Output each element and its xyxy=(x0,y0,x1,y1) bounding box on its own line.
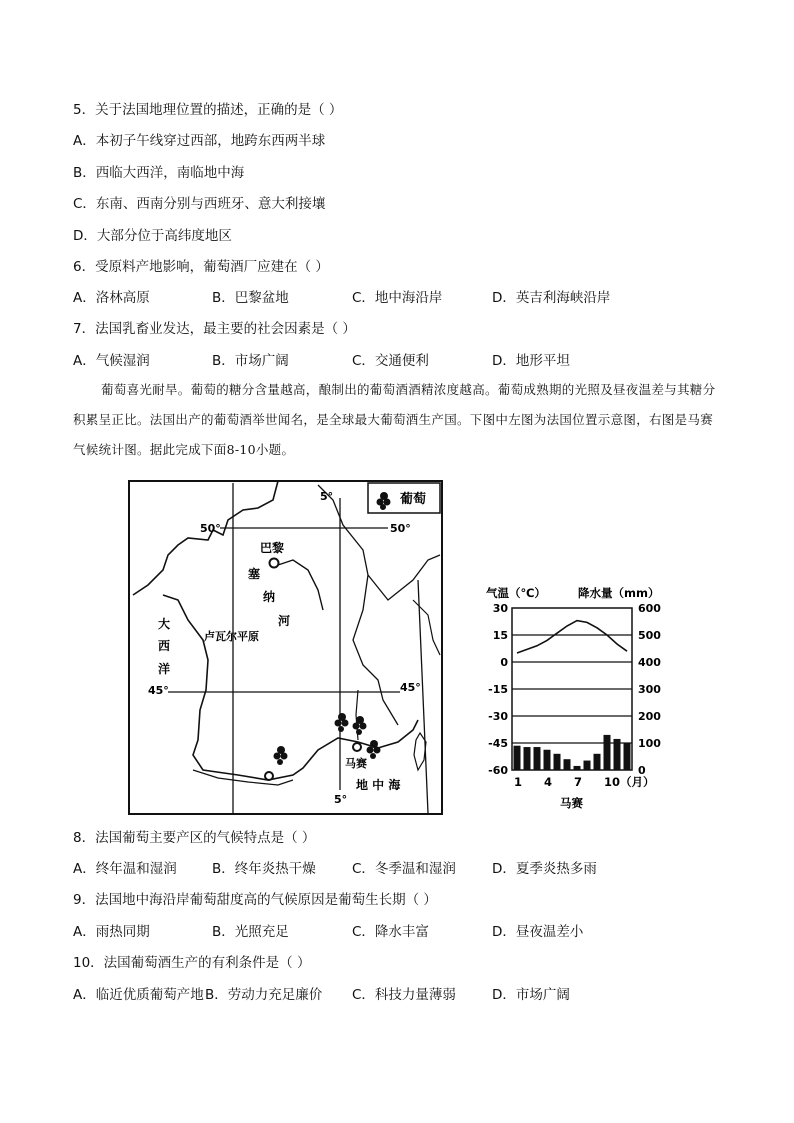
question-9-option-b: B．光照充足 xyxy=(212,924,289,940)
question-6-option-b: B．巴黎盆地 xyxy=(212,290,289,306)
station-label: 马赛 xyxy=(560,796,583,810)
question-9-option-a: A．雨热同期 xyxy=(73,924,150,940)
precip-tick-label: 600 xyxy=(638,602,661,615)
question-8-option-d: D．夏季炎热多雨 xyxy=(492,861,597,877)
lon-5-top: 5° xyxy=(320,490,334,503)
question-5-option-b: B．西临大西洋，南临地中海 xyxy=(73,165,245,181)
marseille-label: 马赛 xyxy=(345,757,367,770)
legend-label: 葡萄 xyxy=(400,492,427,507)
question-5-option-c: C．东南、西南分别与西班牙、意大利接壤 xyxy=(73,196,326,212)
question-6-stem: 6．受原料产地影响，葡萄酒厂应建在（ ） xyxy=(73,259,329,275)
precip-bar xyxy=(514,746,521,770)
precip-bar xyxy=(624,743,631,770)
mediterranean-label: 地 中 海 xyxy=(356,778,401,792)
atlantic-label-2: 西 xyxy=(158,639,171,653)
question-7-option-c: C．交通便利 xyxy=(352,353,429,369)
marseille-climate-chart xyxy=(478,583,668,813)
question-7-option-a: A．气候湿润 xyxy=(73,353,150,369)
question-9-option-c: C．降水丰富 xyxy=(352,924,429,940)
question-9-stem: 9．法国地中海沿岸葡萄甜度高的气候原因是葡萄生长期（ ） xyxy=(73,892,437,908)
question-6-option-a: A．洛林高原 xyxy=(73,290,150,306)
precip-bar xyxy=(554,754,561,770)
loire-plain-label: 卢瓦尔平原 xyxy=(204,630,259,643)
reading-passage: 葡萄喜光耐旱。葡萄的糖分含量越高，酿制出的葡萄酒酒精浓度越高。葡萄成熟期的光照及昼夜温差与其糖分积累呈正比。法国出产的葡萄酒举世闻名，是全球最大葡萄酒生产国。下图中左图为法国位置示意图，右图是马赛气候统计图。据此完成下面8-10小题。 xyxy=(73,382,716,457)
question-8-option-a: A．终年温和湿润 xyxy=(73,861,177,877)
question-7-option-d: D．地形平坦 xyxy=(492,353,570,369)
lat-50-right: 50° xyxy=(390,522,411,535)
city-marker xyxy=(265,772,273,780)
precip-bar xyxy=(524,747,531,770)
temp-tick-label: 15 xyxy=(492,629,508,642)
temp-tick-label: -30 xyxy=(488,710,508,723)
atlantic-label-3: 洋 xyxy=(158,662,171,676)
temp-tick-label: 0 xyxy=(500,656,508,669)
temp-tick-label: -45 xyxy=(488,737,508,750)
temp-tick-label: -60 xyxy=(488,764,508,777)
paris-marker xyxy=(270,559,279,568)
precip-bar xyxy=(584,761,591,770)
question-6-option-d: D．英吉利海峡沿岸 xyxy=(492,290,611,306)
question-10-option-a: A．临近优质葡萄产地 xyxy=(73,987,204,1003)
temp-axis-label: 气温（℃） xyxy=(486,586,546,600)
precip-bar xyxy=(564,759,571,770)
precip-tick-label: 100 xyxy=(638,737,661,750)
atlantic-label-1: 大 xyxy=(158,617,171,631)
marseille-marker xyxy=(353,743,361,751)
precip-tick-label: 200 xyxy=(638,710,661,723)
lat-45-left: 45° xyxy=(148,684,169,697)
temperature-curve xyxy=(517,621,627,653)
question-9-option-d: D．昼夜温差小 xyxy=(492,924,584,940)
month-tick-label: 4 xyxy=(544,775,553,789)
month-tick-label: 1 xyxy=(514,775,523,789)
question-5-option-a: A．本初子午线穿过西部，地跨东西两半球 xyxy=(73,133,326,149)
precip-tick-label: 500 xyxy=(638,629,661,642)
question-6-option-c: C．地中海沿岸 xyxy=(352,290,443,306)
month-tick-label: 10（月） xyxy=(604,775,655,789)
precip-tick-label: 300 xyxy=(638,683,661,696)
question-5-option-d: D．大部分位于高纬度地区 xyxy=(73,228,232,244)
precip-tick-label: 0 xyxy=(638,764,646,777)
temp-tick-label: -15 xyxy=(488,683,508,696)
question-10-option-d: D．市场广阔 xyxy=(492,987,570,1003)
question-10-option-b: B．劳动力充足廉价 xyxy=(205,987,323,1003)
precip-bar xyxy=(614,739,621,770)
precip-bar xyxy=(604,735,611,770)
seine-label-2: 纳 xyxy=(263,590,276,604)
seine-label-1: 塞 xyxy=(248,567,261,581)
precip-bar xyxy=(544,750,551,770)
precip-tick-label: 400 xyxy=(638,656,661,669)
france-location-map xyxy=(128,480,443,815)
paris-label: 巴黎 xyxy=(260,541,285,555)
lon-5-bottom: 5° xyxy=(334,793,348,806)
lat-45-right: 45° xyxy=(400,681,421,694)
precip-bar xyxy=(534,747,541,770)
precip-bar xyxy=(594,754,601,770)
question-10-option-c: C．科技力量薄弱 xyxy=(352,987,456,1003)
question-5-stem: 5．关于法国地理位置的描述，正确的是（ ） xyxy=(73,102,343,118)
question-8-stem: 8．法国葡萄主要产区的气候特点是（ ） xyxy=(73,830,316,846)
question-8-option-b: B．终年炎热干燥 xyxy=(212,861,316,877)
question-10-stem: 10．法国葡萄酒生产的有利条件是（ ） xyxy=(73,955,311,971)
question-7-option-b: B．市场广阔 xyxy=(212,353,289,369)
seine-label-3: 河 xyxy=(278,614,291,628)
lat-50-left: 50° xyxy=(200,522,221,535)
question-8-option-c: C．冬季温和湿润 xyxy=(352,861,456,877)
temp-tick-label: 30 xyxy=(492,602,508,615)
question-7-stem: 7．法国乳畜业发达，最主要的社会因素是（ ） xyxy=(73,321,356,337)
precip-axis-label: 降水量（mm） xyxy=(578,586,660,600)
month-tick-label: 7 xyxy=(574,775,583,789)
